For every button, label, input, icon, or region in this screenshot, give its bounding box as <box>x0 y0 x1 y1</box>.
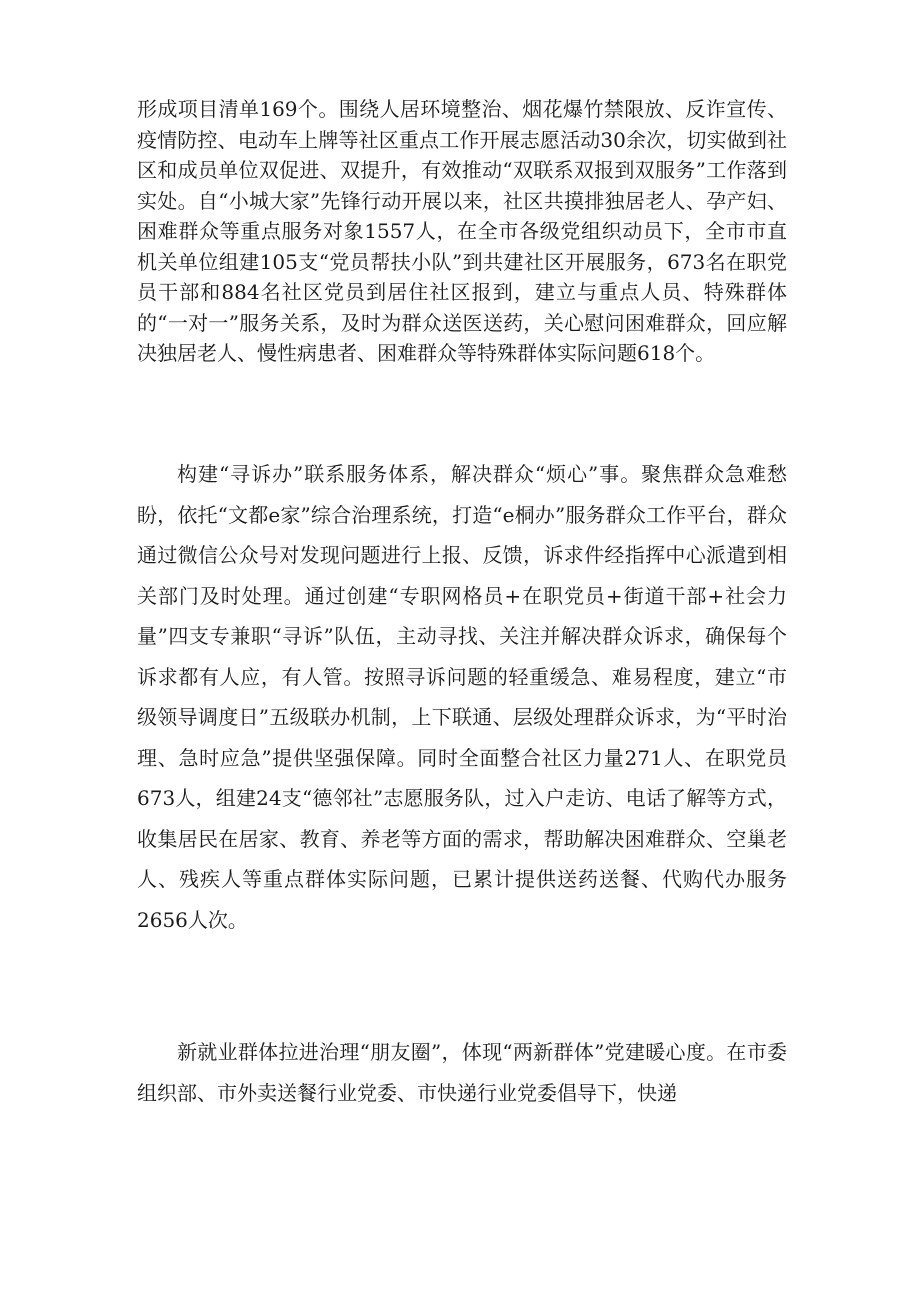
paragraph-volunteer-services: 形成项目清单169个。围绕人居环境整治、烟花爆竹禁限放、反诈宣传、疫情防控、电动车上牌等社区重点工作开展志愿活动30余次，切实做到社区和成员单位双促进、双提升，有效推动“双联系双报到双服务”工作落到实处。自“小城大家”先锋行动开展以来，社区共摸排独居老人、孕产妇、困难群众等重点服务对象1557人，在全市各级党组织动员下，全市市直机关单位组建105支“党员帮扶小队”到共建社区开展服务，673名在职党员干部和884名社区党员到居住社区报到，建立与重点人员、特殊群体的“一对一”服务关系，及时为群众送医送药，关心慰问困难群众，回应解决独居老人、慢性病患者、困难群众等特殊群体实际问题618个。 <box>137 97 787 365</box>
paragraph-complaint-service-system: 构建“寻诉办”联系服务体系，解决群众“烦心”事。聚焦群众急难愁盼，依托“文都e家”综合治理系统，打造“e桐办”服务群众工作平台，群众通过微信公众号对发现问题进行上报、反馈，诉求件经指挥中心派遣到相关部门及时处理。通过创建“专职网格员+在职党员+街道干部+社会力量”四支专兼职“寻诉”队伍，主动寻找、关注并解决群众诉求，确保每个诉求都有人应，有人管。按照寻诉问题的轻重缓急、难易程度，建立“市级领导调度日”五级联办机制，上下联通、层级处理群众诉求，为“平时治理、急时应急”提供坚强保障。同时全面整合社区力量271人、在职党员673人，组建24支“德邻社”志愿服务队，过入户走访、电话了解等方式，收集居民在居家、教育、养老等方面的需求，帮助解决困难群众、空巢老人、残疾人等重点群体实际问题，已累计提供送药送餐、代购代办服务2656人次。 <box>137 462 787 932</box>
paragraph-new-employment-groups: 新就业群体拉进治理“朋友圈”，体现“两新群体”党建暖心度。在市委组织部、市外卖送餐行业党委、市快递行业党委倡导下，快递 <box>137 1040 787 1105</box>
